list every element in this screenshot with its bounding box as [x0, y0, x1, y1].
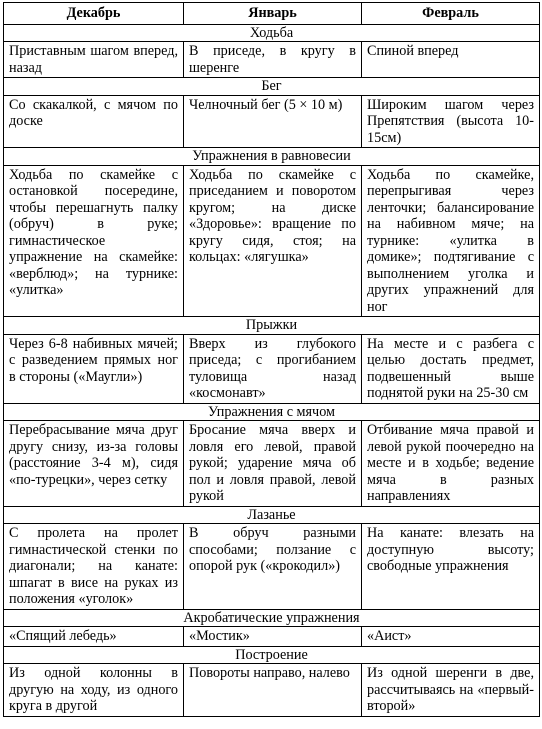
section-title-jumps: Прыжки [4, 317, 540, 335]
section-title-climbing: Лазанье [4, 506, 540, 524]
cell-february: Ходьба по скамейке, перепрыгивая через ленточки; балансирование на набивном мяче; на турнике: «улитка в домике»; подтягивание с выполнением уголка и других упражнений для ног [362, 165, 540, 317]
cell-december: Из одной колонны в другую на ходу, из одного круга в другой [4, 664, 184, 717]
table-row [4, 627, 540, 647]
table-row [4, 421, 540, 507]
table-row [4, 524, 540, 610]
header-december: Декабрь [4, 3, 184, 25]
section-title-acrobatics: Акробатические упражнения [4, 609, 540, 627]
section-title-balance: Упражнения в равновесии [4, 148, 540, 166]
section-row [4, 506, 540, 524]
cell-february: Из одной шеренги в две, рассчитываясь на «первый-второй» [362, 664, 540, 717]
cell-february: Спиной вперед [362, 42, 540, 78]
table-row [4, 165, 540, 317]
header-row [4, 3, 540, 25]
header-february: Февраль [362, 3, 540, 25]
cell-january: Бросание мяча вверх и ловля его левой, правой рукой; ударение мяча об пол и ловля правой, левой рукой [184, 421, 362, 507]
header-january: Январь [184, 3, 362, 25]
table-row [4, 664, 540, 717]
cell-january: В обруч разными способами; ползание с опорой рук («крокодил») [184, 524, 362, 610]
cell-february: Отбивание мяча правой и левой рукой поочередно на месте и в ходьбе; ведение мяча в разных направлениях [362, 421, 540, 507]
cell-february: На месте и с разбега с целью достать предмет, подвешенный выше поднятой руки на 25-30 см [362, 334, 540, 403]
table-row [4, 95, 540, 148]
section-row [4, 24, 540, 42]
section-row [4, 148, 540, 166]
cell-january: Повороты направо, налево [184, 664, 362, 717]
section-title-running: Бег [4, 78, 540, 96]
cell-december: Ходьба по скамейке с остановкой посередине, чтобы перешагнуть палку (обруч) в руке; гимнастическое упражнение на скамейке: «верблюд»; на турнике: «улитка» [4, 165, 184, 317]
cell-february: На канате: влезать на доступную высоту; свободные упражнения [362, 524, 540, 610]
cell-january: «Мостик» [184, 627, 362, 647]
cell-january: Вверх из глубокого приседа; с прогибанием туловища назад «космонавт» [184, 334, 362, 403]
section-title-formation: Построение [4, 646, 540, 664]
table-row [4, 334, 540, 403]
cell-december: Приставным шагом вперед, назад [4, 42, 184, 78]
cell-february: «Аист» [362, 627, 540, 647]
section-row [4, 609, 540, 627]
cell-january: В приседе, в кругу в шеренге [184, 42, 362, 78]
cell-january: Ходьба по скамейке с приседанием и поворотом кругом; на диске «Здоровье»: вращение по кругу сидя, стоя; на кольцах: «лягушка» [184, 165, 362, 317]
cell-february: Широким шагом через Препятствия (высота 10-15см) [362, 95, 540, 148]
section-row [4, 78, 540, 96]
cell-december: Через 6-8 набивных мячей; с разведением прямых ног в стороны («Маугли») [4, 334, 184, 403]
section-title-walking: Ходьба [4, 24, 540, 42]
section-row [4, 317, 540, 335]
table-row [4, 42, 540, 78]
exercise-plan-table [3, 2, 540, 717]
section-title-ball-exercises: Упражнения с мячом [4, 403, 540, 421]
cell-december: Перебрасывание мяча друг другу снизу, из-за головы (расстояние 3-4 м), сидя «по-турецки», через сетку [4, 421, 184, 507]
cell-december: С пролета на пролет гимнастической стенки по диагонали; на канате: шпагат в висе на руках из положения «уголок» [4, 524, 184, 610]
cell-december: Со скакалкой, с мячом по доске [4, 95, 184, 148]
section-row [4, 403, 540, 421]
section-row [4, 646, 540, 664]
cell-january: Челночный бег (5 × 10 м) [184, 95, 362, 148]
cell-december: «Спящий лебедь» [4, 627, 184, 647]
